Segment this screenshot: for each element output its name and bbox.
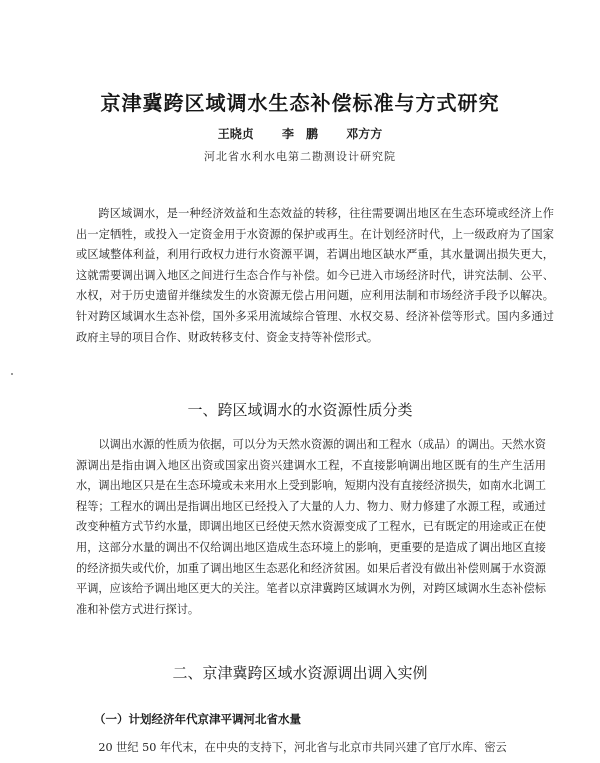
author-name: 李 鹏 (281, 127, 318, 141)
section-1-heading: 一、跨区域调水的水资源性质分类 (187, 401, 413, 419)
abstract-paragraph: 跨区域调水，是一种经济效益和生态效益的转移，往往需要调出地区在生态环境或经济上作出一定牺牲，或投入一定资金用于水资源的保护或再生。在计划经济时代，上一级政府为了国家或区域整体利益，利用行政权力进行水资源平调，若调出地区缺水严重，其水量调出损失更大，这就需要调出调入地区之间进行生态合作与补偿。如今已进入市场经济时代，讲究法制、公平、水权，对于历史遗留并继续发生的水资源无偿占用问题，应利用法制和市场经济手段予以解决。针对跨区域调水生态补偿，国外多采用流域综合管理、水权交易、经济补偿等形式。国内多通过政府主导的项目合作、财政转移支付、资金支持等补偿形式。 (76, 207, 554, 344)
section-2-heading: 二、京津冀跨区域水资源调出调入实例 (172, 664, 428, 682)
author-list (0, 125, 600, 142)
section-2-subheading: （一）计划经济年代京津平调河北省水量 (94, 712, 301, 726)
author-name: 王晓贞 (217, 127, 254, 141)
scan-speck (11, 373, 13, 375)
section-2-paragraph: 20 世纪 50 年代末，在中央的支持下，河北省与北京市共同兴建了官厅水库、密云 (98, 741, 507, 754)
author-affiliation: 河北省水利水电第二勘测设计研究院 (204, 150, 396, 163)
paper-title: 京津冀跨区域调水生态补偿标准与方式研究 (100, 91, 500, 115)
section-1-paragraph: 以调出水源的性质为依据，可以分为天然水资源的调出和工程水（成品）的调出。天然水资源调出是指由调入地区出资或国家出资兴建调水工程，不直接影响调出地区既有的生产生活用水，调出地区只是在生态环境或未来用水上受到影响，短期内没有直接经济损失，如南水北调工程等；工程水的调出是指调出地区已经投入了大量的人力、物力、财力修建了水源工程，或通过改变种植方式节约水量，即调出地区已经使天然水资源变成了工程水，已有既定的用途或正在使用，这部分水量的调出不仅给调出地区造成生态环境上的影响，更重要的是造成了调出地区直接的经济损失或代价，加重了调出地区生态恶化和经济贫困。如果后者没有做出补偿则属于水资源平调，应该给予调出地区更大的关注。笔者以京津冀跨区域调水为例，对跨区域调水生态补偿标准和补偿方式进行探讨。 (76, 438, 546, 616)
author-name: 邓方方 (346, 127, 383, 141)
